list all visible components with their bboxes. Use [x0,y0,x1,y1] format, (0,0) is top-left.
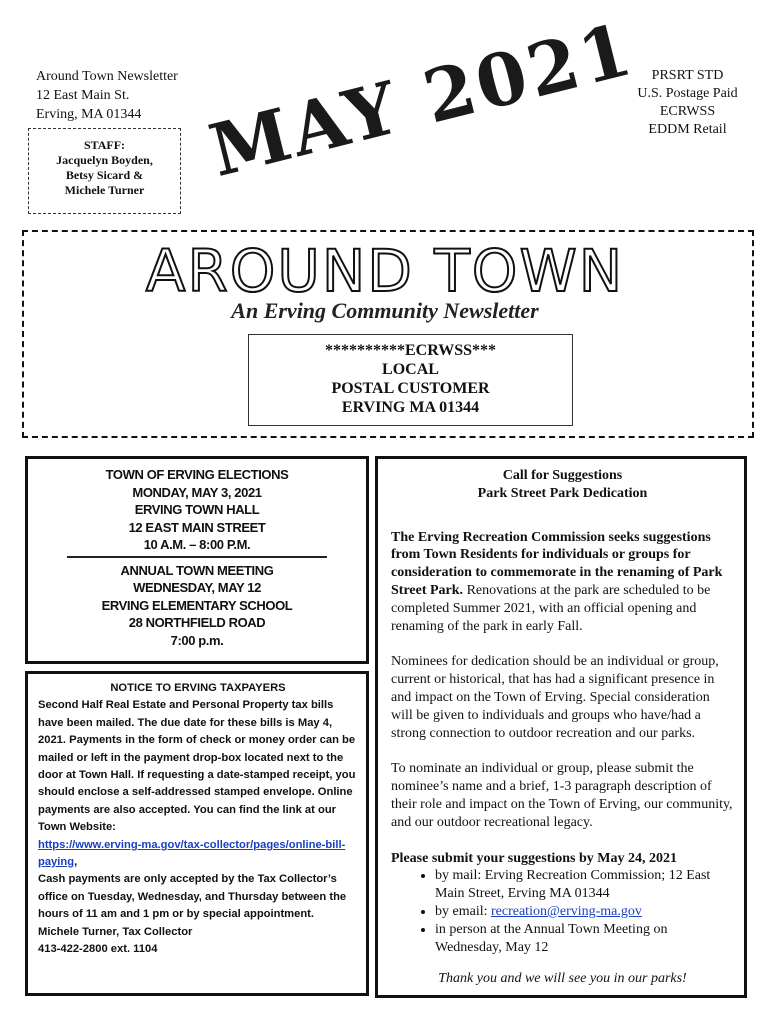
masthead-subtitle: An Erving Community Newsletter [231,298,539,323]
town-meeting-time: 7:00 p.m. [170,632,224,648]
suggestions-paragraph: Nominees for dedication should be an individual or group, current or historical, that has had a significant presence in and impact on the Town of Erving. Special consideration will be given to individuals and groups who have/had a strong connection to outdoor recreation and our parks. [391,654,719,741]
town-meeting-date: WEDNESDAY, MAY 12 [133,580,261,595]
tax-link-line [38,837,358,872]
submit-heading: Please submit your suggestions by May 24, 2021 [391,850,677,866]
return-address-line: Erving, MA 01344 [36,107,142,122]
email-link[interactable]: recreation@erving-ma.gov [491,903,642,919]
tax-payment-link[interactable]: https://www.erving-ma.gov/tax-collector/pages/online-bill-paying [38,838,346,869]
postage-line: ECRWSS [659,104,716,119]
elections-location: ERVING TOWN HALL [134,502,260,517]
town-meeting-address: 28 NORTHFIELD ROAD [128,615,266,630]
tax-notice-body: Second Half Real Estate and Personal Property tax bills have been mailed. The due date for these bills is May 4, 2021. Payments in the form of check or money order can be mailed or left in the payment drop-box located next to the door at Town Hall. If requesting a date-stamped receipt, you should enclose a self-addressed stamped envelope. Online payments are also accepted. You can find the link at our Town Website: [38,699,356,834]
return-address [36,67,178,124]
staff-line: Betsy Sicard & [65,168,144,182]
elections-date: MONDAY, MAY 3, 2021 [132,484,262,500]
return-address-line: 12 East Main St. [36,88,130,103]
tax-collector-signature: Michele Turner, Tax Collector [38,925,193,938]
suggestions-intro-bold: The Erving Recreation Commission seeks suggestions from Town Residents for individuals or groups for consideration to commemorate in the renaming of Park Street Park. [391,529,723,598]
section-divider [67,556,327,558]
elections-box [25,456,369,664]
postage-line: U.S. Postage Paid [637,86,738,101]
town-meeting-location: ERVING ELEMENTARY SCHOOL [101,597,293,613]
postal-line: POSTAL CUSTOMER [331,380,490,397]
suggestions-heading: Call for Suggestions [502,468,623,483]
tax-notice-heading: NOTICE TO ERVING TAXPAYERS [110,682,286,694]
postal-customer-box [248,334,573,426]
staff-line: Jacquelyn Boyden, [56,153,153,167]
suggestions-paragraph: To nominate an individual or group, please submit the nominee’s name and a brief, 1-3 paragraph description of their role and impact on the Town of Erving, our community, and our outdoor recreational legacy. [391,761,733,830]
staff-label: STAFF: [83,138,126,152]
submission-methods [435,867,734,956]
masthead-title: AROUND TOWN [145,237,625,305]
tax-notice-cash: Cash payments are only accepted by the Tax Collector’s office on Tuesday, Wednesday, and Thursday between the hours of 11 am and 1 pm or by special appointment. [38,873,347,921]
elections-title: TOWN OF ERVING ELECTIONS [105,467,289,482]
postal-line: LOCAL [382,361,439,378]
submission-mail: • by mail: Erving Recreation Commission; 12 East Main Street, Erving MA 01344 [435,867,734,903]
suggestions-intro [391,529,734,636]
postal-line: ERVING MA 01344 [341,399,480,416]
postage-line: EDDM Retail [648,122,727,137]
submission-in-person: • in person at the Annual Town Meeting on Wednesday, May 12 [435,921,734,957]
closing-line: Thank you and we will see you in our parks! [438,971,687,987]
staff-line: Michele Turner [64,183,145,197]
postal-line: **********ECRWSS*** [324,342,496,359]
town-meeting-title: ANNUAL TOWN MEETING [120,562,274,578]
tax-notice-box [25,671,369,996]
elections-address: 12 EAST MAIN STREET [128,519,266,535]
staff-box [28,128,181,214]
return-address-line: Around Town Newsletter [36,69,178,84]
link-suffix: , [74,856,78,869]
issue-date-title: MAY 2021 [201,5,642,193]
suggestions-intro-rest: Renovations at the park are scheduled to be completed Summer 2021, with an official opening and renaming of the park in early Fall. [391,582,711,634]
park-suggestions-box [375,456,747,998]
elections-hours: 10 A.M. – 8:00 P.M. [143,537,251,552]
postage-line: PRSRT STD [651,68,724,83]
tax-collector-phone: 413-422-2800 ext. 1104 [38,943,158,956]
suggestions-subheading: Park Street Park Dedication [477,485,648,501]
email-prefix: by email: [435,903,491,919]
submission-email [435,903,734,921]
